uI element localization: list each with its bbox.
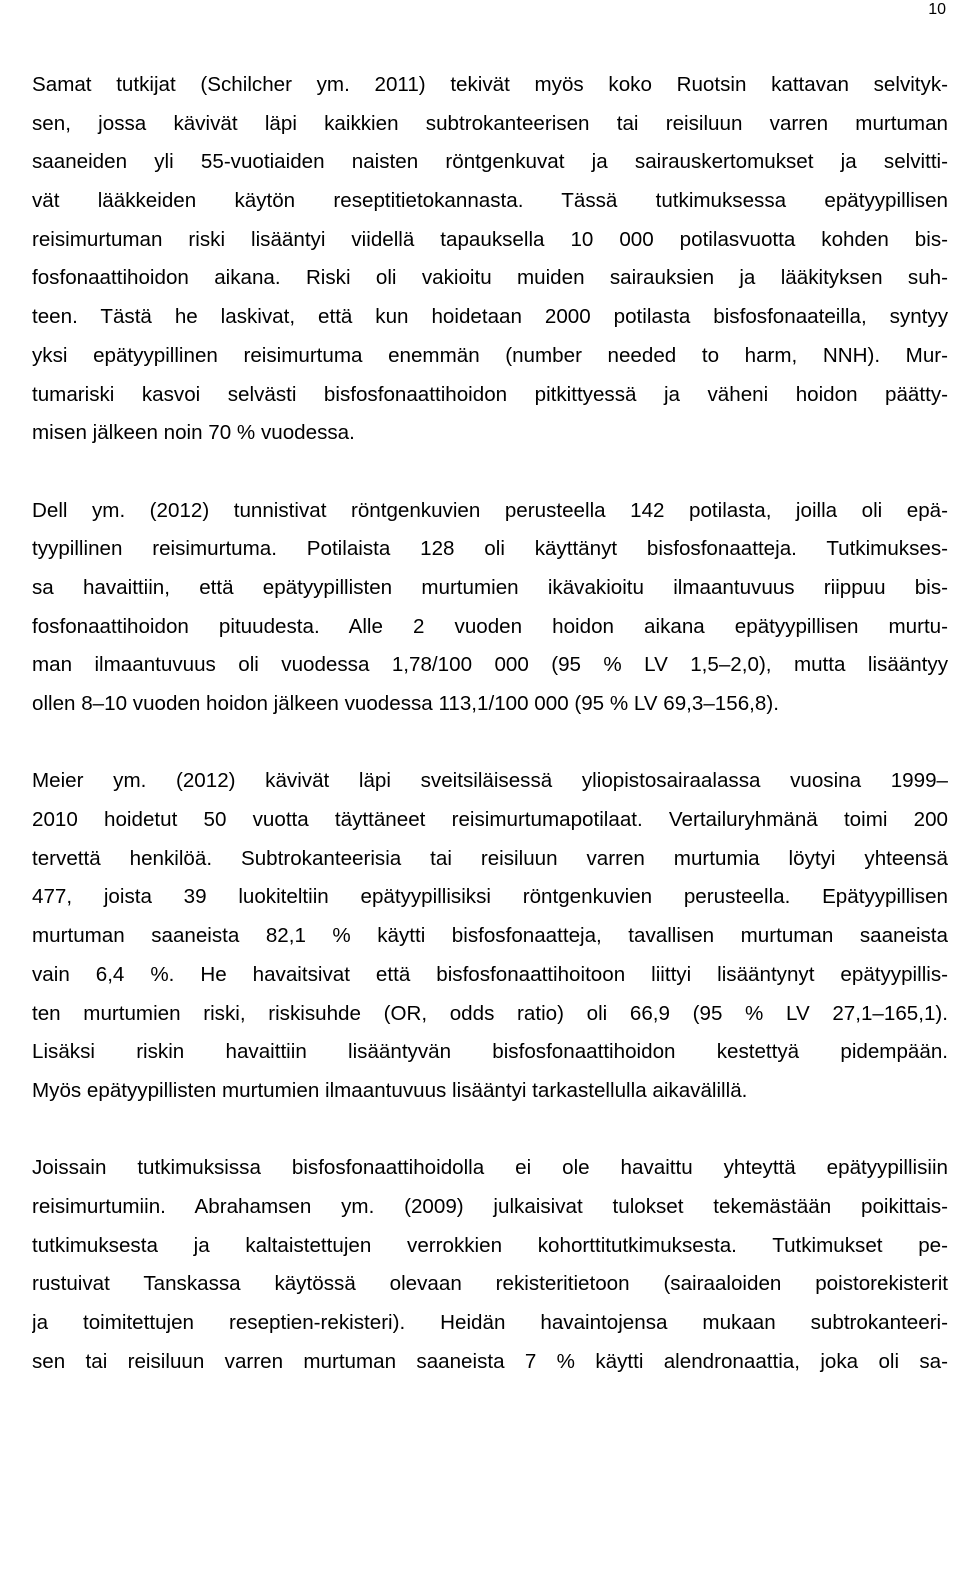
text-line: rustuivat Tanskassa käytössä olevaan rekisteritietoon (sairaaloiden poistorekisterit (32, 1272, 948, 1296)
text-line: murtuman saaneista 82,1 % käytti bisfosfonaatteja, tavallisen murtuman saaneista (32, 924, 948, 948)
paragraph-gap (32, 453, 948, 492)
paragraph-gap (32, 1111, 948, 1150)
text-line: Joissain tutkimuksissa bisfosfonaattihoidolla ei ole havaittu yhteyttä epätyypillisiin (32, 1156, 948, 1180)
text-line: tutkimuksesta ja kaltaistettujen verrokkien kohorttitutkimuksesta. Tutkimukset pe- (32, 1233, 948, 1257)
text-line: vät lääkkeiden käytön reseptitietokannasta. Tässä tutkimuksessa epätyypillisen (32, 189, 948, 213)
text-line: man ilmaantuvuus oli vuodessa 1,78/100 000 (95 % LV 1,5–2,0), mutta lisääntyy (32, 653, 948, 677)
text-line: reisimurtuman riski lisääntyi viidellä tapauksella 10 000 potilasvuotta kohden bis- (32, 227, 948, 251)
document-body (32, 66, 948, 1381)
text-line: 2010 hoidetut 50 vuotta täyttäneet reisimurtumapotilaat. Vertailuryhmänä toimi 200 (32, 808, 948, 832)
text-line: ja toimitettujen reseptien-rekisteri). Heidän havaintojensa mukaan subtrokanteeri- (32, 1311, 948, 1334)
text-line: vain 6,4 %. He havaitsivat että bisfosfonaattihoitoon liittyi lisääntynyt epätyypillis- (32, 962, 948, 986)
text-line: tyypillinen reisimurtuma. Potilaista 128 oli käyttänyt bisfosfonaatteja. Tutkimukses- (32, 537, 948, 561)
text-line: fosfonaattihoidon aikana. Riski oli vakioitu muiden sairauksien ja lääkityksen suh- (32, 266, 948, 290)
text-line: Samat tutkijat (Schilcher ym. 2011) tekivät myös koko Ruotsin kattavan selvityk- (32, 73, 948, 96)
text-line: ollen 8–10 vuoden hoidon jälkeen vuodessa 113,1/100 000 (95 % LV 69,3–156,8). (32, 692, 779, 715)
text-line: Dell ym. (2012) tunnistivat röntgenkuvien perusteella 142 potilasta, joilla oli epä- (32, 498, 948, 522)
text-line: sen, jossa kävivät läpi kaikkien subtrokanteerisen tai reisiluun varren murtuman (32, 111, 948, 135)
text-line: Lisäksi riskin havaittiin lisääntyvän bisfosfonaattihoidon kestettyä pidempään. (32, 1040, 948, 1064)
text-line: Meier ym. (2012) kävivät läpi sveitsiläisessä yliopistosairaalassa vuosina 1999– (32, 769, 948, 793)
text-line: fosfonaattihoidon pituudesta. Alle 2 vuoden hoidon aikana epätyypillisen murtu- (32, 614, 948, 638)
text-line: yksi epätyypillinen reisimurtuma enemmän (number needed to harm, NNH). Mur- (32, 343, 948, 367)
text-line: reisimurtumiin. Abrahamsen ym. (2009) julkaisivat tulokset tekemästään poikittais- (32, 1194, 948, 1218)
text-line: tervettä henkilöä. Subtrokanteerisia tai reisiluun varren murtumia löytyi yhteensä (32, 846, 948, 870)
text-line: ten murtumien riski, riskisuhde (OR, odds ratio) oli 66,9 (95 % LV 27,1–165,1). (32, 1001, 948, 1025)
text-line: 477, joista 39 luokiteltiin epätyypillisiksi röntgenkuvien perusteella. Epätyypillisen (32, 885, 948, 909)
page-number: 10 (928, 1, 946, 18)
text-line: Myös epätyypillisten murtumien ilmaantuvuus lisääntyi tarkastellulla aikavälillä. (32, 1078, 748, 1102)
text-line: sa havaittiin, että epätyypillisten murtumien ikävakioitu ilmaantuvuus riippuu bis- (32, 575, 948, 599)
text-line: tumariski kasvoi selvästi bisfosfonaattihoidon pitkittyessä ja väheni hoidon päätty- (32, 382, 948, 406)
text-line: misen jälkeen noin 70 % vuodessa. (32, 421, 355, 445)
text-line: teen. Tästä he laskivat, että kun hoidetaan 2000 potilasta bisfosfonaateilla, syntyy (32, 305, 948, 329)
paragraph-gap (32, 724, 948, 763)
text-line: sen tai reisiluun varren murtuman saaneista 7 % käytti alendronaattia, joka oli sa- (32, 1349, 948, 1373)
text-line: saaneiden yli 55-vuotiaiden naisten röntgenkuvat ja sairauskertomukset ja selvitti- (32, 150, 948, 174)
